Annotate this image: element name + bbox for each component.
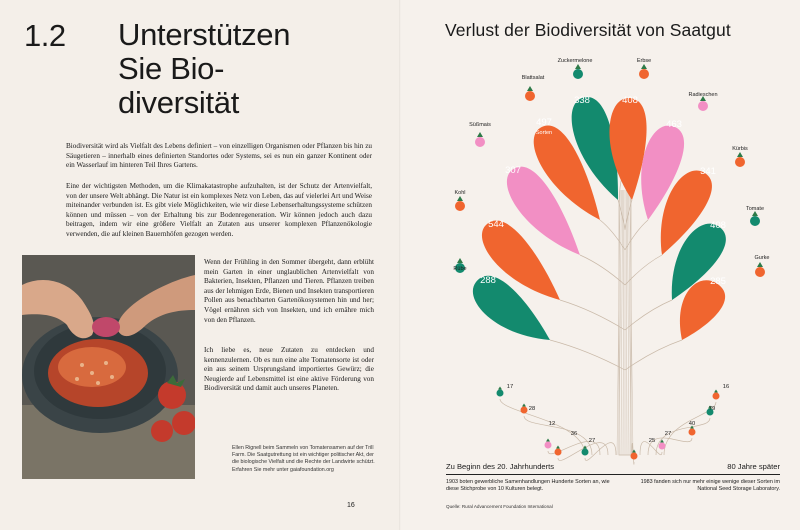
- section-number: 1.2: [24, 18, 66, 53]
- x-right-label: 80 Jahre später: [727, 462, 780, 471]
- value-1903: 497: [536, 117, 552, 128]
- note-1903: 1903 boten gewerbliche Samenhandlungen Hunderte Sorten an, wie diese Stichprobe von 10 Kulturen belegt.: [446, 479, 610, 492]
- süßmais-small-icon: [545, 439, 552, 449]
- trunk-line: [630, 190, 633, 455]
- blattsalat-icon: [525, 86, 535, 101]
- crop-name: Zuckermelone: [557, 58, 593, 64]
- radieschen-icon: [698, 96, 708, 111]
- zuckermelone-small-icon: [582, 446, 589, 456]
- value-1983: 27: [588, 438, 596, 444]
- title-line: diversität: [118, 85, 240, 120]
- branch-stem: [550, 340, 625, 370]
- page-number: 16: [347, 502, 355, 509]
- value-1903: 285: [710, 276, 726, 287]
- body-paragraph: Eine der wichtigsten Methoden, um die Klimakatastrophe aufzuhalten, ist der Schutz der Artenvielfalt, von der unsere Welt abhängt. Die Natur ist ein komplexes Netz von Leben, das auf vielerlei Art und Weise miteinander verbunden ist. Es gibt viele Möglichkeiten, wie wir diese Lebenserhaltungssysteme schützen können und müssen – von der Erhaltung bis zur Bodenregeneration. Wir können jedoch auch dazu beitragen, indem wir eine größere Vielfalt an Zutaten aus unserer komplexen Pflanzenökologie verwenden, die auf kleinen Bauernhöfen gezogen werden.: [66, 182, 372, 238]
- value-1903: 338: [574, 95, 590, 106]
- branch-stem: [625, 220, 648, 250]
- trunk-line: [623, 190, 624, 455]
- crop-name: Tomate: [745, 206, 765, 212]
- crop-name: Kohl: [454, 190, 466, 196]
- branch-stem: [560, 300, 625, 330]
- value-1983: 16: [722, 384, 730, 390]
- crop-name: Süßmais: [469, 122, 491, 128]
- crop-name: Blattsalat: [521, 75, 545, 81]
- kohl-icon: [455, 196, 465, 211]
- chart-source: Quelle: Rural Advancement Foundation International: [446, 504, 553, 509]
- tree-leaves: [473, 97, 726, 340]
- axis-divider: [446, 474, 780, 475]
- title-line: Unterstützen: [118, 17, 291, 52]
- value-1983: 27: [664, 431, 672, 437]
- crop-name: Rübe: [453, 266, 467, 272]
- x-left-label: Zu Beginn des 20. Jahrhunderts: [446, 462, 555, 471]
- rübe-small-icon: [497, 387, 504, 397]
- chart-title: Verlust der Biodiversität von Saatgut: [445, 20, 731, 40]
- seed-tree-chart: [400, 0, 800, 530]
- branch-stem: [625, 300, 672, 330]
- gurke-icon: [755, 262, 765, 277]
- crop-name: Kürbis: [732, 146, 748, 152]
- value-1903: 408: [710, 220, 726, 231]
- root-stem: [500, 399, 585, 455]
- sorten-label: Sorten: [535, 130, 553, 136]
- value-1903: 408: [622, 95, 638, 106]
- zuckermelone-icon: [573, 64, 583, 79]
- crop-name: Gurke: [754, 255, 770, 261]
- value-1983: 40: [688, 421, 696, 427]
- title-line: Sie Bio-: [118, 51, 225, 86]
- value-1983: 36: [570, 431, 578, 437]
- crop-name: Erbse: [636, 58, 652, 64]
- süßmais-icon: [475, 132, 485, 147]
- value-1983: 28: [528, 406, 536, 412]
- branch-stem: [580, 255, 625, 285]
- value-1903: 341: [700, 166, 716, 177]
- value-1903: 463: [666, 119, 682, 130]
- erbse-small-icon: [631, 450, 638, 460]
- tomate-icon: [750, 211, 760, 226]
- body-paragraph: Wenn der Frühling in den Sommer übergeht, dann erblüht mein Garten in einer unglaublichen Artenvielfalt von Bakterien, Insekten, Pflanzen und Tieren. Pflanzen treiben aus der lehmigen Erde, Bienen und Insekten transportieren Pollen aus benachbarten Gartenökosystemen hin und her; Vögel ernähren sich von Insekten, und ich ernähre mich von den Pflanzen.: [204, 258, 374, 324]
- kohl-small-icon: [521, 404, 528, 414]
- gurke-small-icon: [713, 390, 720, 400]
- kürbis-icon: [735, 152, 745, 167]
- value-1983: 79: [708, 406, 716, 412]
- value-1983: 25: [648, 438, 656, 444]
- value-1903: 307: [505, 165, 521, 176]
- page-title: [118, 18, 290, 120]
- value-1983: 17: [506, 384, 514, 390]
- radieschen-small-icon: [659, 440, 666, 450]
- value-1903: 288: [480, 275, 496, 286]
- body-paragraph: Biodiversität wird als Vielfalt des Lebens definiert – von einzelligen Organismen oder Pflanzen bis hin zu Säugetieren – innerhalb eines definierten Standortes oder Systems, sei es nun ein ganzer Kontinent oder ein Wasserlauf im hinteren Teil Ihres Gartens.: [66, 142, 372, 170]
- note-1983: 1983 fanden sich nur mehr einige wenige dieser Sorten im National Seed Storage Laboratory.: [640, 479, 780, 492]
- erbse-icon: [639, 64, 649, 79]
- body-paragraph: Ich liebe es, neue Zutaten zu entdecken und kennenzulernen. Ob es nun eine alte Tomatensorte ist oder ein aus seinem Ursprungsland importiertes Gewürz; die Neugierde auf Lebensmittel ist eine aktive Förderung von Biodiversität und damit auch unseres Planeten.: [204, 346, 374, 393]
- photo-illustration: [22, 255, 195, 479]
- trunk-line: [617, 190, 620, 455]
- tomato-seeds-photo: [22, 255, 195, 479]
- value-1903: 544: [488, 219, 504, 230]
- value-1983: 12: [548, 421, 556, 427]
- photo-caption: Ellen Rignell beim Sammeln von Tomatensamen auf der Trill Farm. Die Saatgutrettung ist ein wichtiger politischer Akt, der die biologische Vielfalt und die Rechte der Landwirte schützt. Erfahren Sie mehr unter gaiafoundation.org: [232, 445, 375, 473]
- branch-stem: [625, 340, 682, 370]
- blattsalat-small-icon: [555, 446, 562, 456]
- crop-name: Radieschen: [688, 92, 718, 98]
- trunk-line: [626, 190, 627, 455]
